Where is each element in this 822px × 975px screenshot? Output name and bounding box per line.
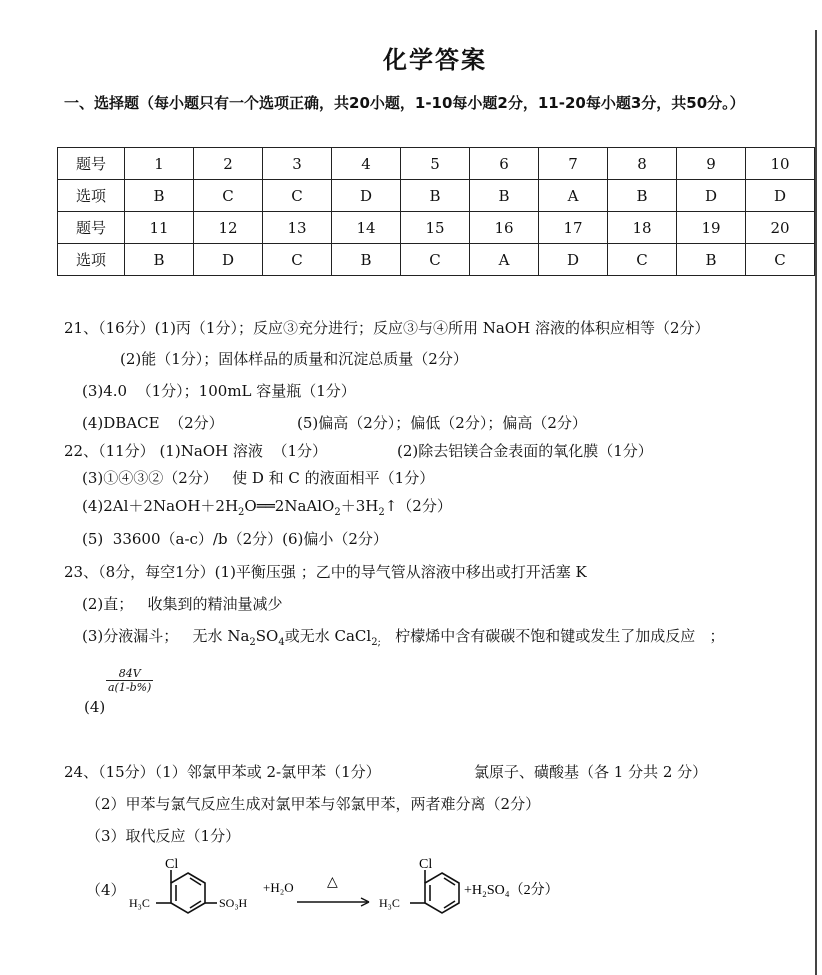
row-label-option: 选项: [58, 180, 125, 212]
heat-symbol: △: [327, 875, 338, 890]
question-number-cell: 12: [194, 212, 263, 244]
question-number-cell: 5: [401, 148, 470, 180]
table-row: [58, 212, 815, 244]
question-number-cell: 2: [194, 148, 263, 180]
answer-option-cell: B: [470, 180, 539, 212]
row-label-question: 题号: [58, 148, 125, 180]
q23-sub: 2;: [371, 637, 381, 648]
reactant-cl-label: Cl: [165, 857, 179, 872]
section-1-heading: 一、选择题（每小题只有一个选项正确，共20小题，1-10每小题2分，11-20每小题3分，共50分。）: [64, 94, 745, 112]
row-label-question: 题号: [58, 212, 125, 244]
q24-line-1a: 24、（15分）（1）邻氯甲苯或 2-氯甲苯（1分）: [64, 763, 381, 781]
q22-line-3: [82, 496, 452, 523]
q23-part: (3)分液漏斗； 无水 Na: [82, 627, 250, 645]
answer-option-cell: B: [125, 180, 194, 212]
reaction-arrow: [297, 898, 369, 906]
q23-part: 柠檬烯中含有碳碳不饱和键或发生了加成反应 ；: [380, 627, 725, 645]
plus-sulfuric-acid-label: +H₂SO₄（2分）: [464, 883, 559, 898]
answer-option-cell: A: [470, 244, 539, 276]
answer-option-cell: B: [125, 244, 194, 276]
question-number-cell: 10: [746, 148, 815, 180]
q23-part: 或无水 CaCl: [284, 627, 372, 645]
question-number-cell: 1: [125, 148, 194, 180]
question-number-cell: 15: [401, 212, 470, 244]
table-row: [58, 180, 815, 212]
q22-eq-part: ＋3H: [340, 497, 379, 515]
reaction-scheme: [120, 850, 580, 930]
question-number-cell: 16: [470, 212, 539, 244]
question-number-cell: 8: [608, 148, 677, 180]
table-row: [58, 244, 815, 276]
q24-line-4-label: （4）: [86, 881, 126, 899]
q21-line-4b: (5)偏高（2分）；偏低（2分）；偏高（2分）: [297, 414, 587, 432]
answer-option-cell: D: [677, 180, 746, 212]
q23-line-1: 23、（8分，每空1分）(1)平衡压强 ；乙中的导气管从溶液中移出或打开活塞 K: [64, 563, 587, 581]
reactant-h3c-label: H₃C: [129, 896, 150, 910]
answer-option-cell: A: [539, 180, 608, 212]
answer-option-cell: C: [263, 180, 332, 212]
question-number-cell: 3: [263, 148, 332, 180]
question-number-cell: 9: [677, 148, 746, 180]
question-number-cell: 14: [332, 212, 401, 244]
page-right-rule: [815, 30, 817, 975]
answer-option-cell: D: [332, 180, 401, 212]
answer-option-cell: B: [608, 180, 677, 212]
q22-line-1a: 22、（11分） (1)NaOH 溶液 （1分）: [64, 442, 327, 460]
fraction-numerator: 84V: [106, 667, 153, 681]
question-number-cell: 19: [677, 212, 746, 244]
q22-eq-part: O══2NaAlO: [244, 497, 335, 515]
q22-eq-sub: 2: [334, 507, 341, 518]
reactant-benzene-ring: [156, 870, 217, 913]
reactant-so3h-label: SO₃H: [219, 896, 248, 910]
question-number-cell: 11: [125, 212, 194, 244]
product-h3c-label: H₃C: [379, 896, 400, 910]
q22-eq-sub: 2: [378, 507, 385, 518]
q22-eq-part: (4)2Al＋2NaOH＋2H: [82, 497, 239, 515]
answer-option-cell: C: [401, 244, 470, 276]
product-cl-label: Cl: [419, 857, 433, 872]
q22-line-4: (5) 33600（a-c）/b（2分）(6)偏小（2分）: [82, 530, 388, 548]
q21-line-4a: (4)DBACE （2分）: [82, 414, 224, 432]
q24-line-2: （2）甲苯与氯气反应生成对氯甲苯与邻氯甲苯，两者难分离（2分）: [86, 795, 541, 813]
row-label-option: 选项: [58, 244, 125, 276]
q22-line-1b: (2)除去铝镁合金表面的氧化膜（1分）: [397, 442, 653, 460]
q24-line-1b: 氯原子、磺酸基（各 1 分共 2 分）: [474, 763, 708, 781]
page-title: 化学答案: [383, 46, 487, 74]
q23-sub: 2: [249, 637, 256, 648]
question-number-cell: 6: [470, 148, 539, 180]
q23-sub: 4: [278, 637, 285, 648]
q22-eq-sub: 2: [238, 507, 245, 518]
answer-option-cell: C: [608, 244, 677, 276]
answer-option-cell: C: [194, 180, 263, 212]
question-number-cell: 7: [539, 148, 608, 180]
question-number-cell: 20: [746, 212, 815, 244]
fraction-denominator: a(1-b%): [108, 681, 152, 694]
q24-line-3: （3）取代反应（1分）: [86, 827, 241, 845]
answer-option-cell: C: [746, 244, 815, 276]
question-number-cell: 13: [263, 212, 332, 244]
answer-option-cell: B: [401, 180, 470, 212]
product-benzene-ring: [410, 870, 459, 913]
answer-table: [57, 147, 815, 276]
q23-line-4-label: (4): [84, 698, 106, 716]
q22-eq-part: ↑（2分）: [384, 497, 452, 515]
q21-line-2: (2)能（1分）；固体样品的质量和沉淀总质量（2分）: [120, 350, 468, 368]
table-row: [58, 148, 815, 180]
q23-fraction: [106, 667, 153, 694]
answer-option-cell: D: [539, 244, 608, 276]
q21-line-1: 21、（16分）(1)丙（1分）；反应③充分进行；反应③与④所用 NaOH 溶液的体积应相等（2分）: [64, 319, 710, 337]
answer-option-cell: C: [263, 244, 332, 276]
question-number-cell: 4: [332, 148, 401, 180]
answer-option-cell: D: [194, 244, 263, 276]
question-number-cell: 18: [608, 212, 677, 244]
q23-line-2: (2)直； 收集到的精油量减少: [82, 595, 283, 613]
q23-part: SO: [255, 627, 279, 645]
answer-option-cell: D: [746, 180, 815, 212]
question-number-cell: 17: [539, 212, 608, 244]
q22-line-2: (3)①④③②（2分） 使 D 和 C 的液面相平（1分）: [82, 469, 435, 487]
answer-option-cell: B: [677, 244, 746, 276]
q23-line-3: [82, 626, 725, 653]
plus-water-label: +H₂O: [263, 880, 294, 895]
answer-option-cell: B: [332, 244, 401, 276]
q21-line-3: (3)4.0 （1分）；100mL 容量瓶（1分）: [82, 382, 356, 400]
